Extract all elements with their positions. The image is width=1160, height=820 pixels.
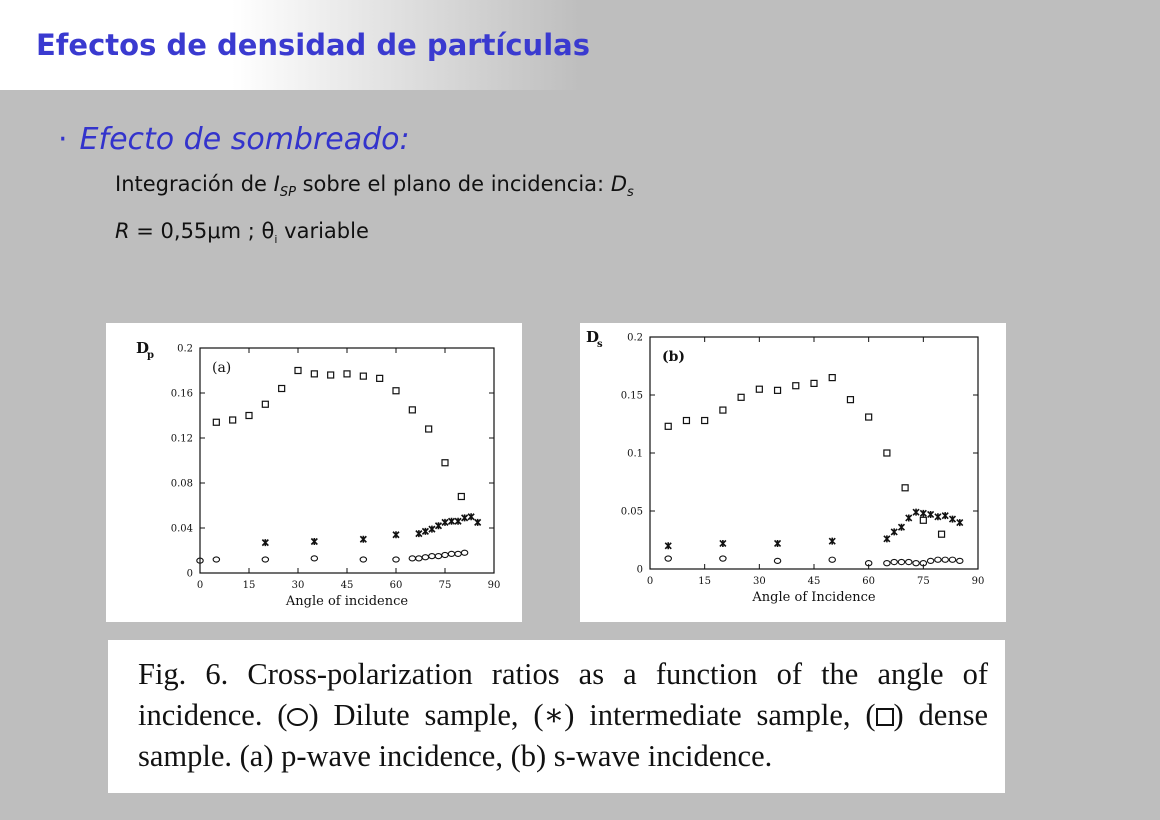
dilute-point bbox=[393, 557, 399, 562]
dilute-point bbox=[360, 557, 366, 562]
plot-frame bbox=[200, 348, 494, 573]
x-tick-label: 75 bbox=[438, 580, 452, 591]
dense-point bbox=[939, 531, 945, 537]
circle-marker-icon bbox=[287, 708, 308, 726]
x-axis-label: Angle of Incidence bbox=[752, 590, 876, 605]
dilute-point bbox=[774, 558, 780, 563]
dense-point bbox=[377, 375, 383, 381]
y-axis-label-sub: s bbox=[597, 339, 603, 350]
intermediate-point bbox=[829, 538, 835, 545]
dilute-point bbox=[913, 561, 919, 566]
dilute-point bbox=[455, 551, 461, 556]
intermediate-point bbox=[468, 513, 474, 520]
dilute-point bbox=[942, 557, 948, 562]
x-tick-label: 0 bbox=[646, 576, 654, 587]
y-tick-label: 0.04 bbox=[170, 523, 193, 535]
dense-point bbox=[884, 450, 890, 456]
y-axis-label: D bbox=[586, 328, 600, 346]
chart-panel-b bbox=[580, 323, 1006, 622]
dense-point bbox=[829, 375, 835, 381]
dilute-point bbox=[829, 557, 835, 562]
intermediate-point bbox=[311, 538, 317, 545]
intermediate-point bbox=[416, 530, 422, 537]
y-tick-label: 0.1 bbox=[627, 448, 643, 460]
dense-point bbox=[279, 386, 285, 392]
x-tick-label: 30 bbox=[752, 576, 766, 587]
intermediate-point bbox=[920, 510, 926, 517]
dilute-point bbox=[435, 554, 441, 559]
y-tick-label: 0.05 bbox=[620, 506, 643, 518]
intermediate-point bbox=[898, 524, 904, 531]
dilute-point bbox=[311, 556, 317, 561]
integration-prefix: Integración de bbox=[115, 172, 274, 196]
dense-point bbox=[328, 372, 334, 378]
intermediate-point bbox=[720, 540, 726, 547]
dilute-point bbox=[213, 557, 219, 562]
intermediate-point bbox=[449, 518, 455, 525]
plot-frame bbox=[650, 337, 978, 569]
radius-tail: variable bbox=[277, 219, 369, 243]
dilute-point bbox=[898, 559, 904, 564]
radius-value: = 0,55μm ; bbox=[129, 219, 262, 243]
dilute-point bbox=[665, 556, 671, 561]
x-tick-label: 90 bbox=[487, 580, 501, 591]
intermediate-point bbox=[360, 536, 366, 543]
y-axis-label: D bbox=[136, 339, 150, 357]
dense-point bbox=[702, 418, 708, 424]
bullet-heading bbox=[58, 122, 410, 157]
dense-point bbox=[426, 426, 432, 432]
integration-mid: sobre el plano de incidencia: bbox=[295, 172, 611, 196]
dilute-point bbox=[949, 557, 955, 562]
radius-var: R bbox=[115, 219, 130, 243]
dense-point bbox=[756, 386, 762, 392]
integration-var: I bbox=[273, 172, 280, 196]
dense-point bbox=[720, 407, 726, 413]
y-tick-label: 0.2 bbox=[177, 343, 193, 355]
y-tick-label: 0.12 bbox=[170, 433, 193, 445]
dilute-point bbox=[720, 556, 726, 561]
y-tick-label: 0 bbox=[636, 564, 643, 576]
dense-point bbox=[920, 517, 926, 523]
chart-b bbox=[580, 323, 1006, 622]
x-axis-label: Angle of incidence bbox=[285, 594, 409, 609]
integration-line bbox=[115, 172, 634, 200]
x-tick-label: 45 bbox=[807, 576, 821, 587]
intermediate-point bbox=[422, 528, 428, 535]
dilute-point bbox=[429, 554, 435, 559]
dense-point bbox=[311, 371, 317, 377]
intermediate-point bbox=[435, 522, 441, 529]
dilute-point bbox=[416, 556, 422, 561]
x-tick-label: 45 bbox=[340, 580, 354, 591]
dense-point bbox=[866, 414, 872, 420]
dense-point bbox=[295, 368, 301, 374]
dense-point bbox=[344, 371, 350, 377]
dense-point bbox=[793, 383, 799, 389]
y-tick-label: 0.08 bbox=[170, 478, 193, 490]
caption-part1: Fig. 6. Cross-polarization ratios as a function of the angle of incidence. ( bbox=[138, 657, 988, 732]
radius-line bbox=[115, 219, 369, 246]
panel-label: (a) bbox=[212, 360, 232, 376]
x-tick-label: 15 bbox=[698, 576, 712, 587]
intermediate-point bbox=[262, 539, 268, 546]
y-tick-label: 0.16 bbox=[170, 388, 193, 400]
dilute-point bbox=[927, 558, 933, 563]
x-tick-label: 15 bbox=[242, 580, 256, 591]
x-tick-label: 90 bbox=[971, 576, 985, 587]
x-tick-label: 75 bbox=[916, 576, 930, 587]
dilute-point bbox=[935, 557, 941, 562]
caption-part3: ) dense sample. (a) p-wave incidence, (b) s-wave incidence. bbox=[138, 698, 988, 773]
intermediate-point bbox=[928, 511, 934, 518]
intermediate-point bbox=[957, 519, 963, 526]
intermediate-point bbox=[913, 509, 919, 516]
dilute-point bbox=[422, 555, 428, 560]
dense-point bbox=[262, 401, 268, 407]
dense-point bbox=[213, 419, 219, 425]
dilute-point bbox=[957, 558, 963, 563]
dense-point bbox=[738, 394, 744, 400]
bullet-marker: · bbox=[58, 122, 68, 157]
dense-point bbox=[458, 494, 464, 500]
intermediate-point bbox=[906, 514, 912, 521]
theta-symbol: θ bbox=[261, 219, 275, 243]
panel-label: (b) bbox=[662, 349, 686, 365]
dense-point bbox=[811, 380, 817, 386]
dense-point bbox=[246, 413, 252, 419]
x-tick-label: 60 bbox=[862, 576, 876, 587]
x-tick-label: 0 bbox=[196, 580, 204, 591]
slide-title: Efectos de densidad de partículas bbox=[36, 28, 590, 62]
dilute-point bbox=[409, 556, 415, 561]
bullet-text: Efecto de sombreado: bbox=[79, 122, 410, 157]
theta-sub: i bbox=[274, 233, 278, 247]
caption-part2: ) Dilute sample, (∗) intermediate sample, ( bbox=[308, 698, 876, 732]
y-tick-label: 0.2 bbox=[627, 332, 643, 344]
dense-point bbox=[442, 460, 448, 466]
y-tick-label: 0 bbox=[186, 568, 193, 580]
intermediate-point bbox=[455, 518, 461, 525]
y-axis-label-sub: p bbox=[147, 350, 154, 361]
figure-caption bbox=[108, 640, 1005, 793]
chart-panel-a bbox=[106, 323, 522, 622]
dense-point bbox=[393, 388, 399, 394]
integration-var2: D bbox=[610, 172, 627, 196]
intermediate-point bbox=[475, 519, 481, 526]
intermediate-point bbox=[775, 540, 781, 547]
dilute-point bbox=[906, 559, 912, 564]
caption-text bbox=[138, 654, 988, 777]
dilute-point bbox=[884, 561, 890, 566]
intermediate-point bbox=[935, 513, 941, 520]
intermediate-point bbox=[884, 535, 890, 542]
intermediate-point bbox=[891, 528, 897, 535]
dense-point bbox=[902, 485, 908, 491]
dense-point bbox=[230, 417, 236, 423]
intermediate-point bbox=[942, 512, 948, 519]
intermediate-point bbox=[442, 519, 448, 526]
dilute-point bbox=[442, 552, 448, 557]
intermediate-point bbox=[462, 514, 468, 521]
dilute-point bbox=[461, 550, 467, 555]
intermediate-point bbox=[429, 526, 435, 533]
dense-point bbox=[409, 407, 415, 413]
y-tick-label: 0.15 bbox=[620, 390, 643, 402]
square-marker-icon bbox=[876, 708, 894, 726]
dense-point bbox=[683, 418, 689, 424]
dense-point bbox=[665, 423, 671, 429]
integration-var-sub: SP bbox=[279, 185, 296, 201]
x-tick-label: 30 bbox=[291, 580, 305, 591]
x-tick-label: 60 bbox=[389, 580, 403, 591]
dilute-point bbox=[891, 559, 897, 564]
dense-point bbox=[775, 387, 781, 393]
intermediate-point bbox=[665, 542, 671, 549]
intermediate-point bbox=[393, 531, 399, 538]
chart-a bbox=[106, 323, 522, 622]
intermediate-point bbox=[949, 516, 955, 523]
integration-var2-sub: s bbox=[626, 185, 634, 201]
dense-point bbox=[847, 397, 853, 403]
dense-point bbox=[360, 373, 366, 379]
dilute-point bbox=[448, 551, 454, 556]
dilute-point bbox=[262, 557, 268, 562]
